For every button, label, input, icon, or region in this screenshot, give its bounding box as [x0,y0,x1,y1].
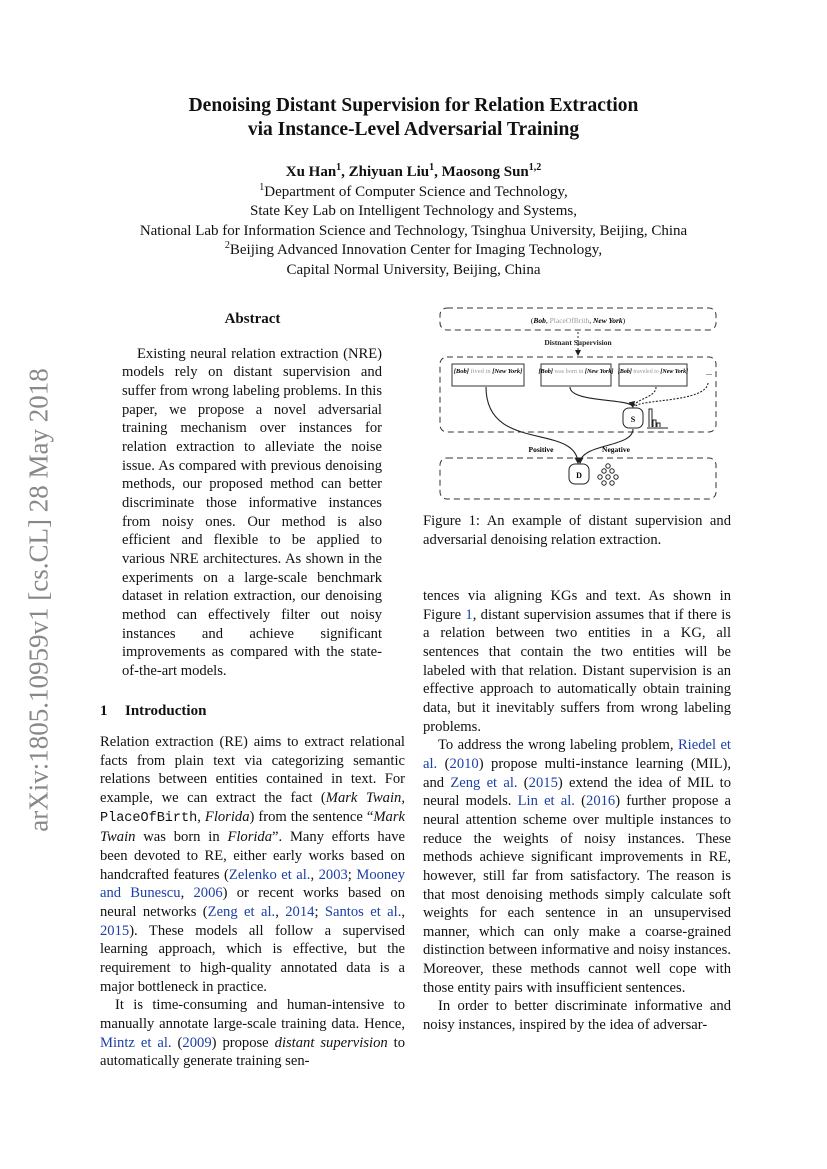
text-span: ; [347,866,357,883]
intro-paragraphs [100,733,405,1071]
affiliation [0,202,827,222]
arxiv-id: arXiv:1805.10959v1 [cs.CL] 28 May 2018 [23,368,54,832]
text-span: , [180,885,194,902]
citation-link[interactable]: Zelenko et al. [228,866,311,883]
sentence-arrow [570,387,633,407]
negative-label: Negative [602,445,630,454]
author: Maosong Sun [441,164,529,180]
body-paragraphs [423,587,731,1035]
citation-link[interactable]: Lin et al. [517,793,575,810]
kg-triple: (Bob, PlaceOfBrith, New York) [530,316,626,325]
affil-text: State Key Lab on Intelligent Technology and Systems, [250,203,577,219]
text-span: , [310,866,319,883]
text-span: , [401,904,406,921]
text-span: Florida [204,808,250,825]
figure-1 [436,303,720,503]
affil-text: National Lab for Information Science and Technology, Tsinghua University, Beijing, China [139,222,688,239]
citation-link[interactable]: Mooney and Bunescu [100,866,406,902]
citation-link[interactable]: 2014 [285,904,315,921]
title-line: via Instance-Level Adversarial Training [247,119,580,140]
text-span: tences via aligning KGs and text. As shown in Figure [423,588,731,623]
text-span: , [401,790,405,807]
text-span: PlaceOfBirth [100,810,198,826]
citation-link[interactable]: 2006 [193,885,223,902]
text-span: ) propose [211,1034,275,1051]
sentence-arrow-dotted [635,383,708,407]
citation-link[interactable]: 2016 [586,793,616,810]
citation-link[interactable]: 2015 [100,922,130,939]
abstract-text: Existing neural relation extraction (NRE) models rely on distant supervision and suffer from wrong labeling problems. In this paper, we propose a novel adversarial training mechanism over instances for relation extraction to alleviate the noise issue. As compared with previous denoising methods, our proposed method can better discriminate those informative instances from noisy ones. Our method is also efficient and flexible to be applied to various NRE architectures. As shown in the experiments on a large-scale benchmark dataset in relation extraction, our denoising method can effectively filter out noisy instances and achieve significant improvements as compared with the state-of-the-art models. [122,345,382,679]
citation-link[interactable]: 2010 [449,755,479,772]
text-span: ) further propose a neural attention scheme over multiple instances to reduce the weights of noisy instances. These methods achieve significant improvements in RE, however, still far from satisfactory. The reason is that most denoising methods simply calculate soft weights for each sentence in an unsupervised manner, which can only make a coarse-grained distinction between informative and noisy instances. Moreover, these methods cannot well cope with those entity pairs with insufficient sentences. [423,793,731,996]
text-span: Florida [227,829,273,846]
author-names: Xu Han$^1$, Zhiyuan Liu$^1$, Maosong Sun$^{1,2}$ [285,162,542,180]
title-line: Denoising Distant Supervision for Relation Extraction [188,95,639,116]
text-span: ) propose multi-instance learning (MIL), and [423,755,732,791]
affiliation [0,183,827,203]
right-column [423,587,731,1035]
text-span: distant supervision [274,1034,388,1051]
text-span: ( [517,774,529,791]
affil-sup: 2 [224,240,230,251]
text-span: ( [437,755,450,772]
paragraph [423,997,731,1034]
text-span: ”. Many efforts have been devoted to RE, either early works based on handcrafted features ( [100,829,405,883]
text-span: to automatically generate training sen- [100,1034,406,1070]
citation-link[interactable]: Zeng et al. [207,904,276,921]
paragraph [100,733,405,996]
figure-caption: Figure 1: An example of distant supervision and adversarial denoising relation extraction. [423,513,731,548]
text-span: Mark Twain [100,808,406,846]
section-number: 1 [100,703,108,720]
text-span: It is time-consuming and human-intensive to manually annotate large-scale training data. Hence, [100,997,405,1032]
author-affil-sup: 1 [429,162,435,173]
positive-label: Positive [528,445,554,454]
sentence-text: [Bob] fived in [New York] [453,368,523,375]
citation-link[interactable]: Mintz et al. [100,1034,172,1051]
author-block [0,163,827,280]
sentence-box [619,364,687,386]
text-span: ( [171,1034,183,1051]
text-span: ) extend the idea of MIL to neural models. [423,774,731,810]
sentence-text: [Bob] traveled to [New York] [617,369,689,375]
paragraph [423,736,731,997]
author-affil-sup: 1 [336,162,342,173]
section-heading [100,702,405,721]
affiliation [0,241,827,261]
author-affil-sup: 1,2 [528,162,542,173]
citation-link[interactable]: 2003 [318,866,348,883]
section-title: Introduction [125,703,207,720]
text-span: , [275,904,286,921]
text-span: , distant supervision assumes that if there is a relation between two entities in a KG, all sentences that contain the two entities will be labeled with that relation. Distant supervision is an effective approach to automatically obtain training data, but it inevitably suffers from wrong labeling problems. [423,606,731,735]
text-span: was born in [135,829,228,846]
text-span: ( [574,793,587,810]
affiliation [0,261,827,281]
text-span: Relation extraction (RE) aims to extract relational facts from plain text via categorizing semantic relations between entities contained in text. For example, we can extract the fact ( [100,734,405,807]
left-column [100,310,405,1071]
affil-text: Capital Normal University, Beijing, China [286,261,541,278]
text-span: ) from the sentence “ [249,808,374,825]
bar-chart-icon [647,409,668,428]
paragraph [100,996,405,1071]
citation-link[interactable]: Santos et al. [324,904,402,921]
text-span: ). These models all follow a supervised learning approach, which is effective, but the requirement to high-quality annotated data is a major bottleneck in practice. [100,922,405,995]
text-span: ) or recent works based on neural networks ( [100,885,405,921]
abstract-heading: Abstract [224,311,281,327]
sentence-text: [Bob] was born in [New York] [538,368,614,375]
affil-text: Department of Computer Science and Technology, [264,183,568,200]
discriminator-label: D [576,471,582,480]
citation-link[interactable]: Zeng et al. [450,774,518,791]
text-span: To address the wrong labeling problem, [438,737,678,754]
citation-link[interactable]: 2009 [182,1034,212,1051]
author: Xu Han [285,164,337,180]
author: Zhiyuan Liu [348,164,430,180]
sentence-arrow-dotted [634,387,656,407]
paragraph [423,587,731,736]
text-span: ; [314,904,325,921]
ellipsis: ... [706,368,712,377]
citation-link[interactable]: Riedel et al. [423,737,731,772]
text-span: , [197,808,205,825]
paper-title [0,94,827,142]
selector-label: S [630,415,636,424]
affil-text: Beijing Advanced Innovation Center for Imaging Technology, [229,242,603,258]
citation-link[interactable]: 2015 [528,774,558,791]
affiliation [0,222,827,242]
arxiv-stamp [18,355,60,845]
text-span: In order to better discriminate informative and noisy instances, inspired by the idea of adversar- [423,998,731,1034]
ds-label: Distnant Supervision [544,338,612,347]
affil-sup: 1 [259,181,265,193]
text-span: Mark Twain [325,790,402,807]
citation-link[interactable]: 1 [465,606,473,623]
network-icon [598,464,618,485]
